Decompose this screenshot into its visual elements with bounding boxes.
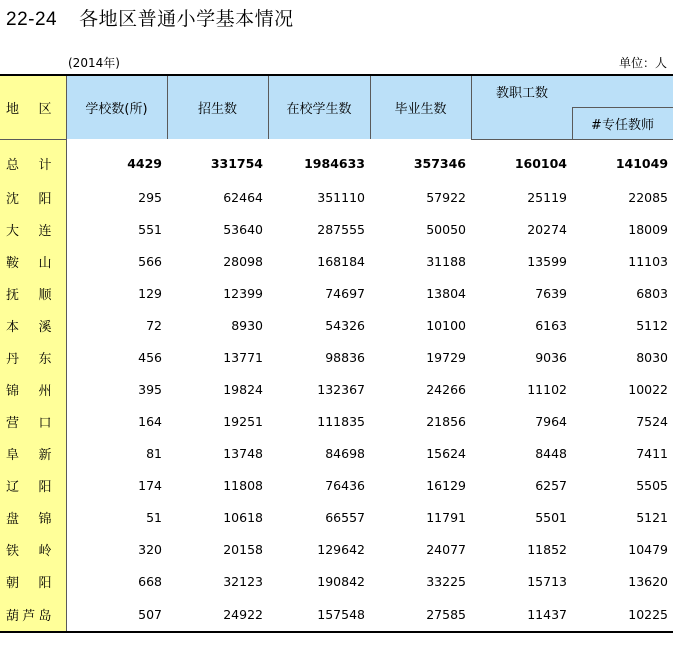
schools-cell: 668 bbox=[138, 574, 162, 589]
enrollment-cell: 331754 bbox=[210, 155, 263, 171]
data-table bbox=[0, 74, 673, 633]
header-staff bbox=[471, 75, 673, 107]
enrollment-cell: 19251 bbox=[223, 414, 263, 429]
teachers-cell: 5505 bbox=[636, 478, 669, 493]
table-row bbox=[0, 214, 673, 246]
header-schools: 学校数(所) bbox=[66, 75, 167, 139]
table-row bbox=[0, 310, 673, 342]
region-cell: 抚顺 bbox=[0, 278, 66, 310]
header-enrollment: 招生数 bbox=[167, 75, 268, 139]
teachers-cell: 141049 bbox=[615, 156, 669, 171]
table-row bbox=[0, 502, 673, 534]
schools-cell: 456 bbox=[138, 350, 162, 365]
staff-cell: 6163 bbox=[535, 318, 567, 333]
table-row bbox=[0, 438, 673, 470]
teachers-cell: 5121 bbox=[636, 510, 669, 525]
table-row bbox=[0, 470, 673, 502]
region-cell: 锦州 bbox=[0, 374, 66, 406]
page-title bbox=[6, 4, 294, 31]
enrollment-cell: 53640 bbox=[223, 222, 263, 237]
region-cell: 鞍山 bbox=[0, 246, 66, 278]
table-row bbox=[0, 342, 673, 374]
teachers-cell: 18009 bbox=[628, 222, 669, 237]
staff-cell: 13599 bbox=[527, 254, 567, 269]
teachers-cell: 22085 bbox=[628, 190, 669, 205]
staff-cell: 11102 bbox=[527, 382, 567, 397]
enrollment-cell: 13748 bbox=[223, 446, 263, 461]
teachers-cell: 5112 bbox=[636, 318, 669, 333]
staff-cell: 25119 bbox=[527, 190, 567, 205]
students-cell: 1984633 bbox=[304, 155, 365, 171]
enrollment-cell: 19824 bbox=[223, 382, 263, 397]
students-cell: 287555 bbox=[317, 222, 365, 237]
staff-cell: 11437 bbox=[471, 598, 572, 632]
table-row bbox=[0, 566, 673, 598]
enrollment-cell: 12399 bbox=[223, 286, 263, 301]
students-cell: 111835 bbox=[317, 414, 365, 429]
students-cell: 66557 bbox=[325, 510, 365, 525]
staff-cell: 15713 bbox=[527, 574, 567, 589]
teachers-cell: 6803 bbox=[636, 286, 669, 301]
schools-cell: 4429 bbox=[127, 155, 162, 171]
teachers-cell: 10225 bbox=[572, 598, 673, 632]
region-cell: 丹东 bbox=[0, 342, 66, 374]
staff-cell: 5501 bbox=[535, 510, 567, 525]
teachers-cell: 7411 bbox=[636, 446, 669, 461]
students-cell: 168184 bbox=[317, 254, 365, 269]
schools-cell: 295 bbox=[138, 190, 162, 205]
table-number: 22-24 bbox=[6, 9, 58, 30]
staff-cell: 160104 bbox=[514, 156, 567, 171]
students-cell: 351110 bbox=[317, 190, 365, 205]
table-row bbox=[0, 278, 673, 310]
header-staff-spacer bbox=[471, 107, 572, 139]
graduates-cell: 33225 bbox=[426, 574, 466, 589]
region-cell: 大连 bbox=[0, 214, 66, 246]
staff-cell: 6257 bbox=[535, 478, 567, 493]
graduates-cell: 16129 bbox=[426, 478, 466, 493]
table-row-total bbox=[0, 139, 673, 182]
students-cell: 76436 bbox=[325, 478, 365, 493]
region-cell: 盘锦 bbox=[0, 502, 66, 534]
header-teachers: #专任教师 bbox=[572, 107, 673, 139]
students-cell: 190842 bbox=[317, 574, 365, 589]
teachers-cell: 11103 bbox=[628, 254, 669, 269]
students-cell: 54326 bbox=[325, 318, 365, 333]
students-cell: 98836 bbox=[325, 350, 365, 365]
enrollment-cell: 8930 bbox=[231, 318, 263, 333]
region-cell: 辽阳 bbox=[0, 470, 66, 502]
schools-cell: 51 bbox=[146, 510, 162, 525]
staff-cell: 11852 bbox=[527, 542, 567, 557]
table-row bbox=[0, 246, 673, 278]
graduates-cell: 57922 bbox=[426, 190, 466, 205]
header-students: 在校学生数 bbox=[268, 75, 370, 139]
students-cell: 129642 bbox=[317, 542, 365, 557]
staff-cell: 20274 bbox=[527, 222, 567, 237]
table-body bbox=[0, 139, 673, 632]
region-cell: 沈阳 bbox=[0, 182, 66, 214]
schools-cell: 507 bbox=[66, 598, 167, 632]
schools-cell: 129 bbox=[138, 286, 162, 301]
table-row bbox=[0, 534, 673, 566]
enrollment-cell: 62464 bbox=[223, 190, 263, 205]
graduates-cell: 357346 bbox=[413, 155, 466, 171]
graduates-cell: 10100 bbox=[426, 318, 466, 333]
header-staff-label: 教职工数 bbox=[496, 85, 549, 101]
table-row bbox=[0, 374, 673, 406]
graduates-cell: 15624 bbox=[426, 446, 466, 461]
graduates-cell: 24266 bbox=[426, 382, 466, 397]
enrollment-cell: 24922 bbox=[167, 598, 268, 632]
teachers-cell: 8030 bbox=[636, 350, 669, 365]
graduates-cell: 27585 bbox=[370, 598, 471, 632]
graduates-cell: 13804 bbox=[426, 286, 466, 301]
students-cell: 132367 bbox=[317, 382, 365, 397]
students-cell: 74697 bbox=[325, 286, 365, 301]
region-cell: 葫芦岛 bbox=[0, 598, 66, 632]
region-cell: 朝阳 bbox=[0, 566, 66, 598]
students-cell: 157548 bbox=[268, 598, 370, 632]
year-note: (2014年) bbox=[68, 56, 120, 70]
unit-label: 单位：人 bbox=[618, 56, 667, 70]
region-cell: 总计 bbox=[0, 139, 66, 182]
region-cell: 本溪 bbox=[0, 310, 66, 342]
graduates-cell: 50050 bbox=[426, 222, 466, 237]
schools-cell: 551 bbox=[138, 222, 162, 237]
enrollment-cell: 11808 bbox=[223, 478, 263, 493]
region-cell: 营口 bbox=[0, 406, 66, 438]
schools-cell: 320 bbox=[138, 542, 162, 557]
enrollment-cell: 13771 bbox=[223, 350, 263, 365]
students-cell: 84698 bbox=[325, 446, 365, 461]
graduates-cell: 19729 bbox=[426, 350, 466, 365]
schools-cell: 81 bbox=[146, 446, 162, 461]
table-title: 各地区普通小学基本情况 bbox=[79, 8, 294, 30]
schools-cell: 174 bbox=[138, 478, 162, 493]
table-row bbox=[0, 598, 673, 632]
enrollment-cell: 20158 bbox=[223, 542, 263, 557]
graduates-cell: 24077 bbox=[426, 542, 466, 557]
graduates-cell: 31188 bbox=[426, 254, 466, 269]
table-row bbox=[0, 182, 673, 214]
staff-cell: 7964 bbox=[535, 414, 567, 429]
enrollment-cell: 28098 bbox=[223, 254, 263, 269]
teachers-cell: 13620 bbox=[628, 574, 669, 589]
graduates-cell: 11791 bbox=[426, 510, 466, 525]
staff-cell: 9036 bbox=[535, 350, 567, 365]
region-cell: 阜新 bbox=[0, 438, 66, 470]
schools-cell: 566 bbox=[138, 254, 162, 269]
enrollment-cell: 32123 bbox=[223, 574, 263, 589]
teachers-cell: 10479 bbox=[628, 542, 669, 557]
header-graduates: 毕业生数 bbox=[370, 75, 471, 139]
staff-cell: 7639 bbox=[535, 286, 567, 301]
teachers-cell: 7524 bbox=[636, 414, 669, 429]
teachers-cell: 10022 bbox=[628, 382, 669, 397]
schools-cell: 395 bbox=[138, 382, 162, 397]
schools-cell: 164 bbox=[138, 414, 162, 429]
enrollment-cell: 10618 bbox=[223, 510, 263, 525]
schools-cell: 72 bbox=[146, 318, 162, 333]
header-region: 地区 bbox=[0, 75, 66, 139]
staff-cell: 8448 bbox=[535, 446, 567, 461]
graduates-cell: 21856 bbox=[426, 414, 466, 429]
table-row bbox=[0, 406, 673, 438]
region-cell: 铁岭 bbox=[0, 534, 66, 566]
